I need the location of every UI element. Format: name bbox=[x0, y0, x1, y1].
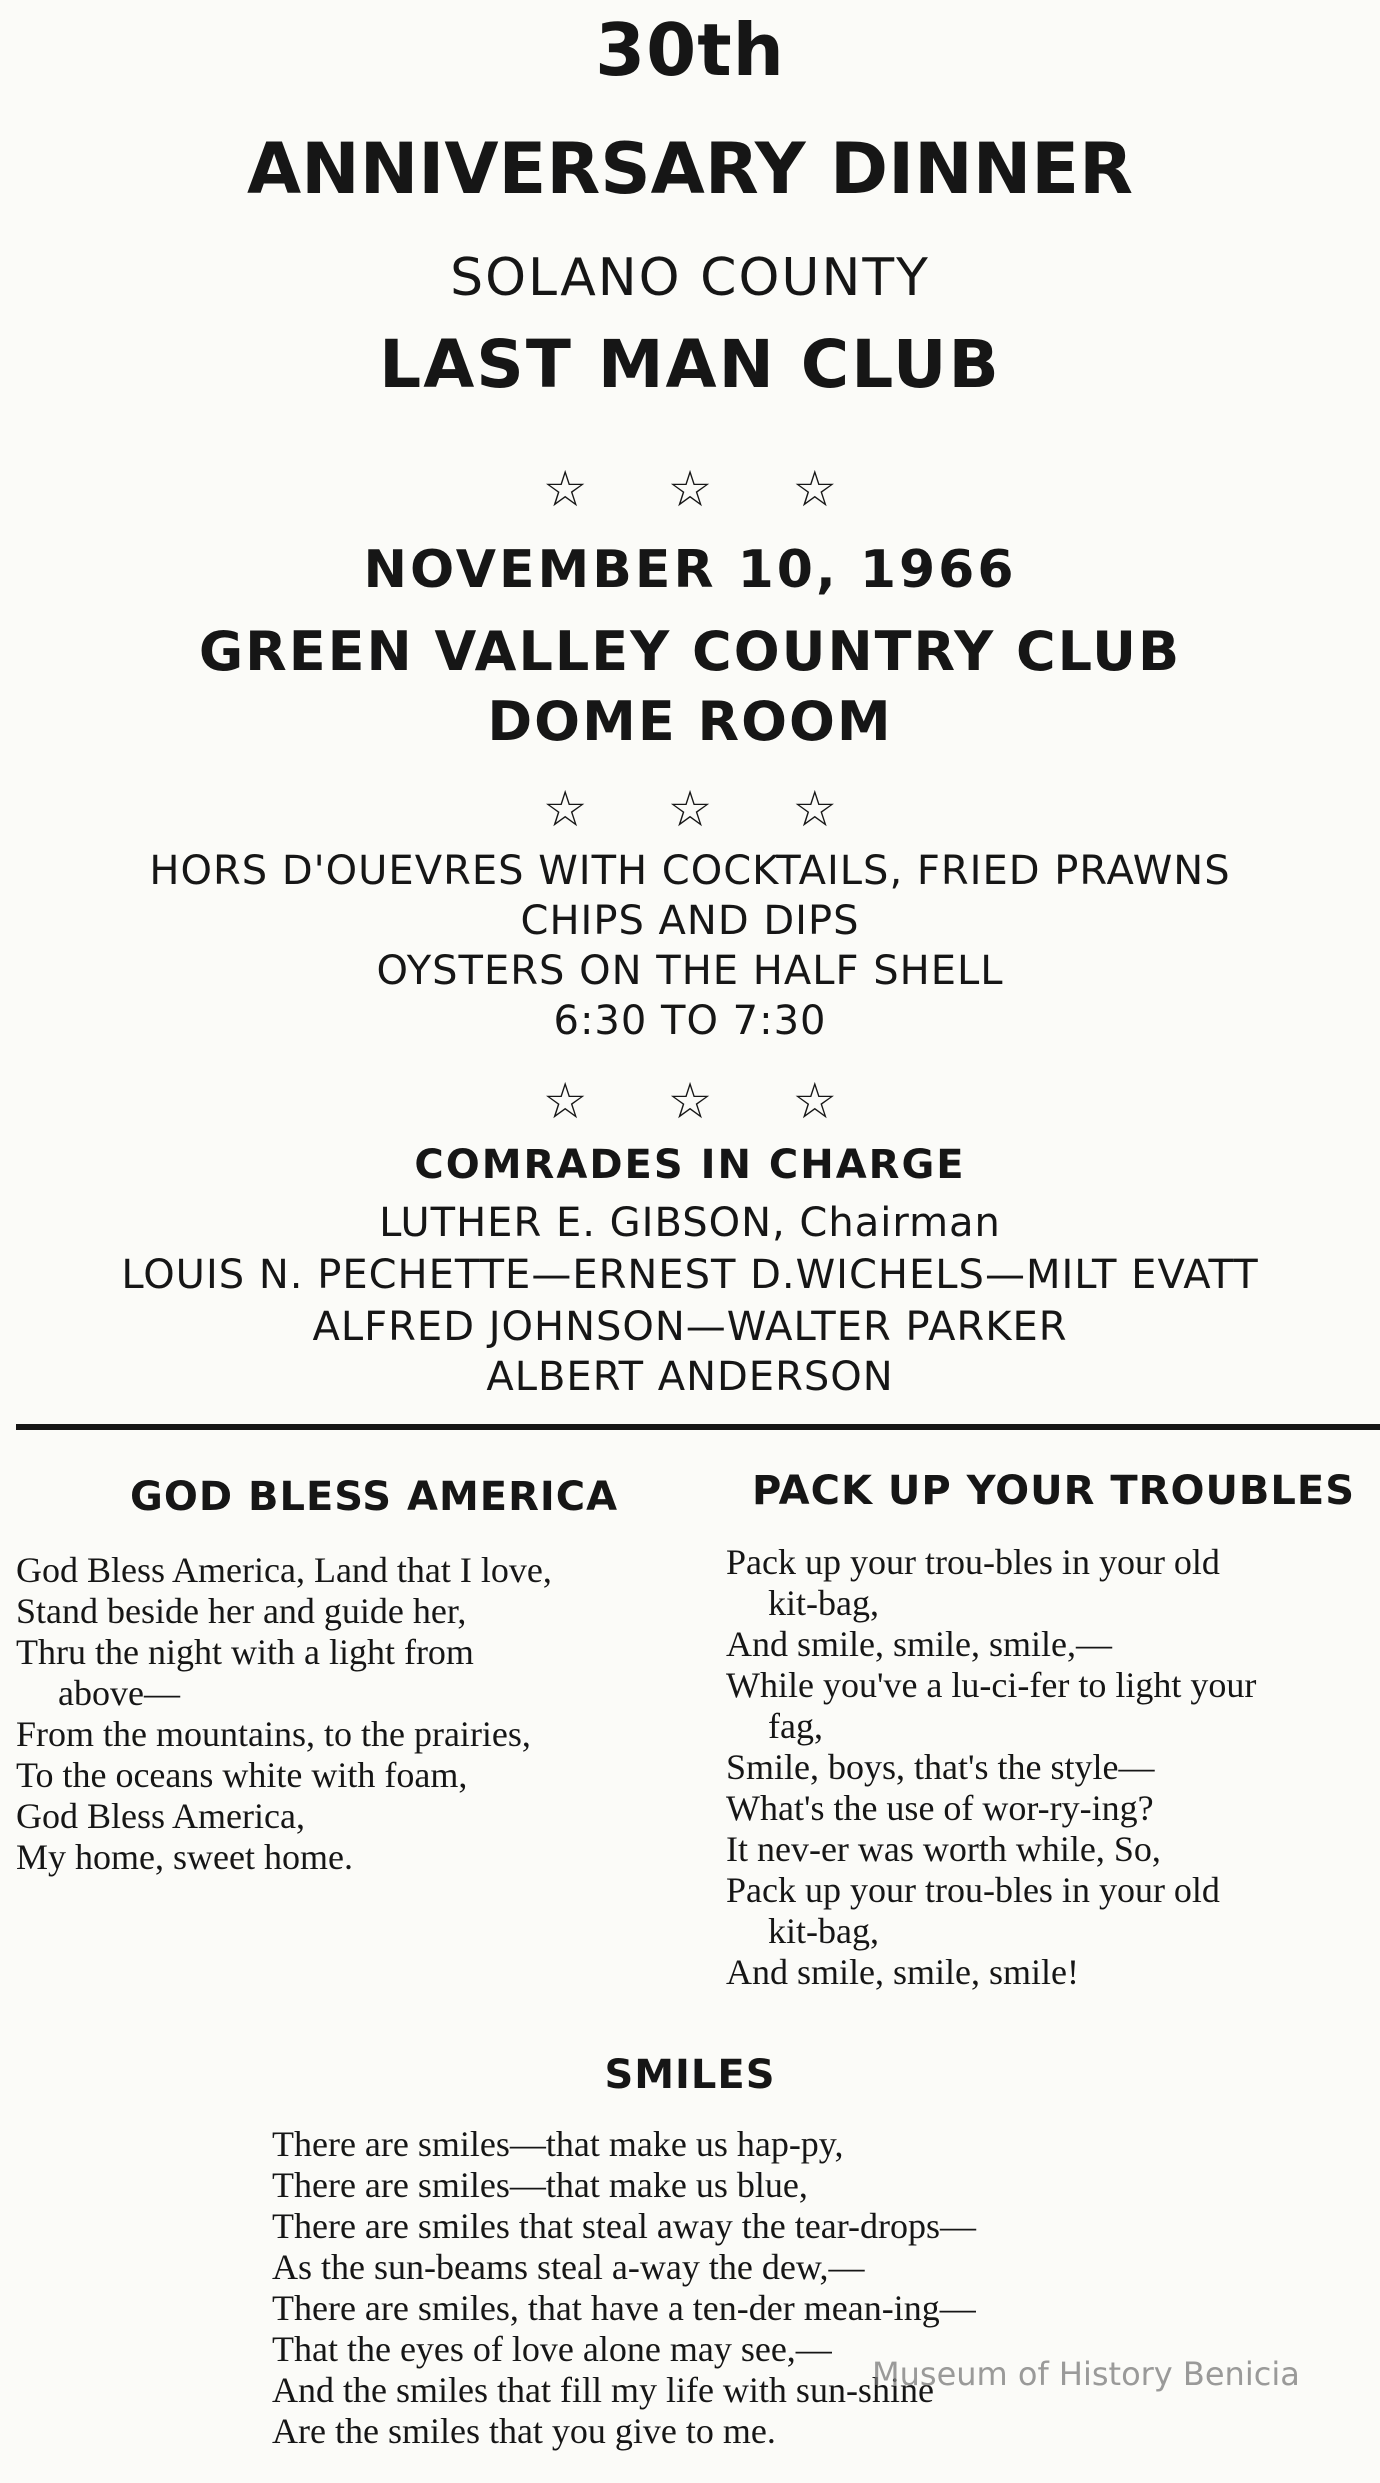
comrades-heading: COMRADES IN CHARGE bbox=[414, 1142, 966, 1188]
lyric-line: kit-bag, bbox=[768, 1911, 879, 1951]
star-icon: ☆ bbox=[792, 781, 838, 837]
event-date: NOVEMBER 10, 1966 bbox=[363, 540, 1017, 600]
lyric-line: kit-bag, bbox=[768, 1583, 879, 1623]
lyrics-pack-up-your-troubles bbox=[726, 1542, 1256, 1993]
event-title: ANNIVERSARY DINNER bbox=[246, 128, 1134, 210]
watermark: Museum of History Benicia bbox=[872, 2355, 1300, 2393]
star-icon: ☆ bbox=[542, 1073, 588, 1129]
song-title-pack-up-your-troubles: PACK UP YOUR TROUBLES bbox=[752, 1468, 1356, 1514]
menu-line: OYSTERS ON THE HALF SHELL bbox=[376, 948, 1004, 994]
lyric-line: And the smiles that fill my life with sun-shine bbox=[272, 2370, 934, 2410]
club-name: LAST MAN CLUB bbox=[379, 326, 1001, 403]
star-icon: ☆ bbox=[542, 781, 588, 837]
lyric-line: What's the use of wor-ry-ing? bbox=[726, 1788, 1154, 1828]
star-ornament-row bbox=[0, 1073, 1380, 1129]
menu-time: 6:30 TO 7:30 bbox=[553, 998, 827, 1044]
lyric-line: As the sun-beams steal a-way the dew,— bbox=[272, 2247, 865, 2287]
menu-line: CHIPS AND DIPS bbox=[520, 898, 860, 944]
lyric-line: Smile, boys, that's the style— bbox=[726, 1747, 1155, 1787]
star-icon: ☆ bbox=[792, 461, 838, 517]
song-title-smiles: SMILES bbox=[604, 2052, 776, 2098]
lyric-line: To the oceans white with foam, bbox=[16, 1755, 468, 1795]
star-icon: ☆ bbox=[667, 461, 713, 517]
event-venue: GREEN VALLEY COUNTRY CLUB bbox=[198, 620, 1182, 683]
lyric-line: From the mountains, to the prairies, bbox=[16, 1714, 531, 1754]
lyrics-smiles bbox=[272, 2124, 976, 2452]
comrade-line: LOUIS N. PECHETTE—ERNEST D.WICHELS—MILT EVATT bbox=[121, 1252, 1259, 1298]
county-name: SOLANO COUNTY bbox=[450, 248, 930, 308]
star-icon: ☆ bbox=[792, 1073, 838, 1129]
lyric-line: And smile, smile, smile! bbox=[726, 1952, 1079, 1992]
lyric-line: And smile, smile, smile,— bbox=[726, 1624, 1112, 1664]
event-room: DOME ROOM bbox=[487, 690, 893, 753]
section-divider bbox=[16, 1424, 1380, 1430]
comrade-line: LUTHER E. GIBSON, Chairman bbox=[379, 1200, 1001, 1246]
lyric-line: While you've a lu-ci-fer to light your bbox=[726, 1665, 1257, 1705]
lyric-line: There are smiles, that have a ten-der mean-ing— bbox=[272, 2288, 976, 2328]
star-icon: ☆ bbox=[667, 781, 713, 837]
comrade-line: ALBERT ANDERSON bbox=[486, 1354, 894, 1400]
lyric-line: There are smiles—that make us blue, bbox=[272, 2165, 808, 2205]
lyric-line: My home, sweet home. bbox=[16, 1837, 353, 1877]
lyric-line: It nev-er was worth while, So, bbox=[726, 1829, 1161, 1869]
menu-line: HORS D'OUEVRES WITH COCKTAILS, FRIED PRAWNS bbox=[149, 848, 1231, 894]
lyric-line: That the eyes of love alone may see,— bbox=[272, 2329, 832, 2369]
comrade-line: ALFRED JOHNSON—WALTER PARKER bbox=[312, 1304, 1068, 1350]
lyric-line: Stand beside her and guide her, bbox=[16, 1591, 467, 1631]
lyric-line: Pack up your trou-bles in your old bbox=[726, 1542, 1220, 1582]
lyric-line: There are smiles that steal away the tear-drops— bbox=[272, 2206, 976, 2246]
lyric-line: above— bbox=[58, 1673, 180, 1713]
lyric-line: Thru the night with a light from bbox=[16, 1632, 474, 1672]
lyric-line: There are smiles—that make us hap-py, bbox=[272, 2124, 844, 2164]
anniversary-number: 30th bbox=[595, 8, 785, 92]
song-title-god-bless-america: GOD BLESS AMERICA bbox=[130, 1474, 619, 1520]
star-icon: ☆ bbox=[542, 461, 588, 517]
lyric-line: God Bless America, Land that I love, bbox=[16, 1550, 552, 1590]
lyric-line: Are the smiles that you give to me. bbox=[272, 2411, 776, 2451]
lyrics-god-bless-america bbox=[16, 1550, 552, 1878]
star-ornament-row bbox=[0, 781, 1380, 837]
lyric-line: God Bless America, bbox=[16, 1796, 305, 1836]
star-ornament-row bbox=[0, 461, 1380, 517]
star-icon: ☆ bbox=[667, 1073, 713, 1129]
lyric-line: fag, bbox=[768, 1706, 823, 1746]
lyric-line: Pack up your trou-bles in your old bbox=[726, 1870, 1220, 1910]
